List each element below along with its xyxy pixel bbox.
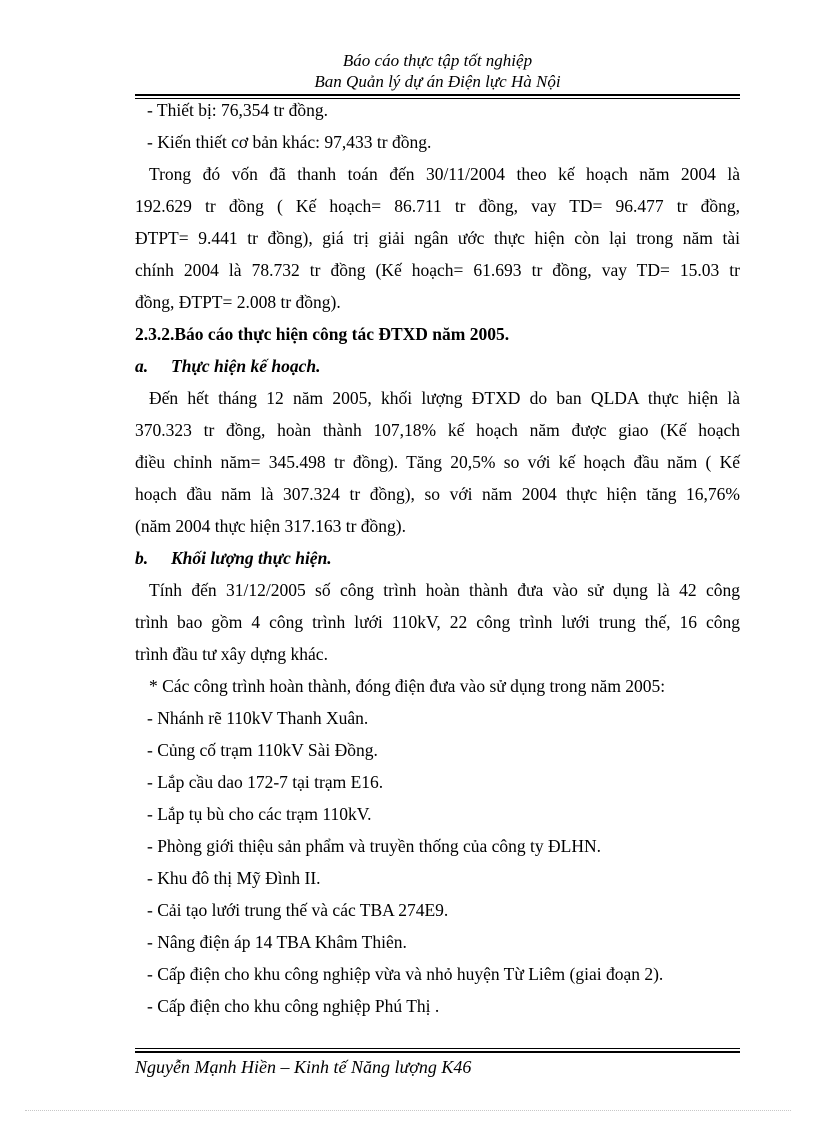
paragraph-line: chính 2004 là 78.732 tr đồng (Kế hoạch= 61.693 tr đồng, vay TD= 15.03 tr bbox=[135, 260, 740, 280]
paragraph-line: trình đầu tư xây dựng khác. bbox=[135, 644, 328, 664]
page-footer: Nguyễn Mạnh Hiền – Kinh tế Năng lượng K46 bbox=[135, 1057, 472, 1077]
paragraph-line: hoạch đầu năm là 307.324 tr đồng), so với năm 2004 thực hiện tăng 16,76% bbox=[135, 484, 740, 504]
page-edge-dotted-line bbox=[25, 1110, 791, 1111]
paragraph-line: đồng, ĐTPT= 2.008 tr đồng). bbox=[135, 292, 341, 312]
document-body bbox=[135, 94, 740, 1022]
subsection-title: Khối lượng thực hiện. bbox=[171, 548, 332, 568]
subsection-label: a. bbox=[135, 356, 149, 376]
paragraph-line: 192.629 tr đồng ( Kế hoạch= 86.711 tr đồng, vay TD= 96.477 tr đồng, bbox=[135, 196, 740, 216]
section-heading: 2.3.2.Báo cáo thực hiện công tác ĐTXD năm 2005. bbox=[135, 324, 510, 344]
list-item: - Lắp tụ bù cho các trạm 110kV. bbox=[147, 804, 372, 824]
list-intro: * Các công trình hoàn thành, đóng điện đưa vào sử dụng trong năm 2005: bbox=[149, 676, 666, 696]
list-item: - Nâng điện áp 14 TBA Khâm Thiên. bbox=[147, 932, 407, 952]
paragraph-line: Trong đó vốn đã thanh toán đến 30/11/2004 theo kế hoạch năm 2004 là bbox=[149, 164, 740, 184]
paragraph-line: điều chỉnh năm= 345.498 tr đồng). Tăng 20,5% so với kế hoạch đầu năm ( Kế bbox=[135, 452, 740, 472]
subsection-heading-a bbox=[135, 350, 740, 382]
list-item: - Thiết bị: 76,354 tr đồng. bbox=[147, 100, 328, 120]
list-item: - Lắp cầu dao 172-7 tại trạm E16. bbox=[147, 772, 384, 792]
list-item: - Cấp điện cho khu công nghiệp Phú Thị . bbox=[147, 996, 440, 1016]
subsection-label: b. bbox=[135, 548, 149, 568]
footer-rule bbox=[135, 1048, 740, 1055]
list-item: - Củng cố trạm 110kV Sài Đồng. bbox=[147, 740, 378, 760]
paragraph-line: (năm 2004 thực hiện 317.163 tr đồng). bbox=[135, 516, 406, 536]
list-item: - Cải tạo lưới trung thế và các TBA 274E9. bbox=[147, 900, 449, 920]
paragraph-line: trình bao gồm 4 công trình lưới 110kV, 22 công trình lưới trung thế, 16 công bbox=[135, 612, 740, 632]
list-item: - Khu đô thị Mỹ Đình II. bbox=[147, 868, 321, 888]
paragraph-line: Đến hết tháng 12 năm 2005, khối lượng ĐTXD do ban QLDA thực hiện là bbox=[149, 388, 740, 408]
paragraph-line: 370.323 tr đồng, hoàn thành 107,18% kế hoạch năm được giao (Kế hoạch bbox=[135, 420, 740, 440]
paragraph-line: ĐTPT= 9.441 tr đồng), giá trị giải ngân ước thực hiện còn lại trong năm tài bbox=[135, 228, 740, 248]
list-item: - Cấp điện cho khu công nghiệp vừa và nhỏ huyện Từ Liêm (giai đoạn 2). bbox=[147, 964, 664, 984]
page-header bbox=[135, 50, 740, 92]
list-item: - Nhánh rẽ 110kV Thanh Xuân. bbox=[147, 708, 369, 728]
paragraph-line: Tính đến 31/12/2005 số công trình hoàn thành đưa vào sử dụng là 42 công bbox=[149, 580, 740, 600]
subsection-title: Thực hiện kế hoạch. bbox=[171, 356, 321, 376]
header-organization: Ban Quản lý dự án Điện lực Hà Nội bbox=[314, 72, 561, 91]
list-item: - Phòng giới thiệu sản phẩm và truyền thống của công ty ĐLHN. bbox=[147, 836, 601, 856]
header-report-title: Báo cáo thực tập tốt nghiệp bbox=[342, 51, 533, 70]
subsection-heading-b bbox=[135, 542, 740, 574]
list-item: - Kiến thiết cơ bản khác: 97,433 tr đồng. bbox=[147, 132, 432, 152]
